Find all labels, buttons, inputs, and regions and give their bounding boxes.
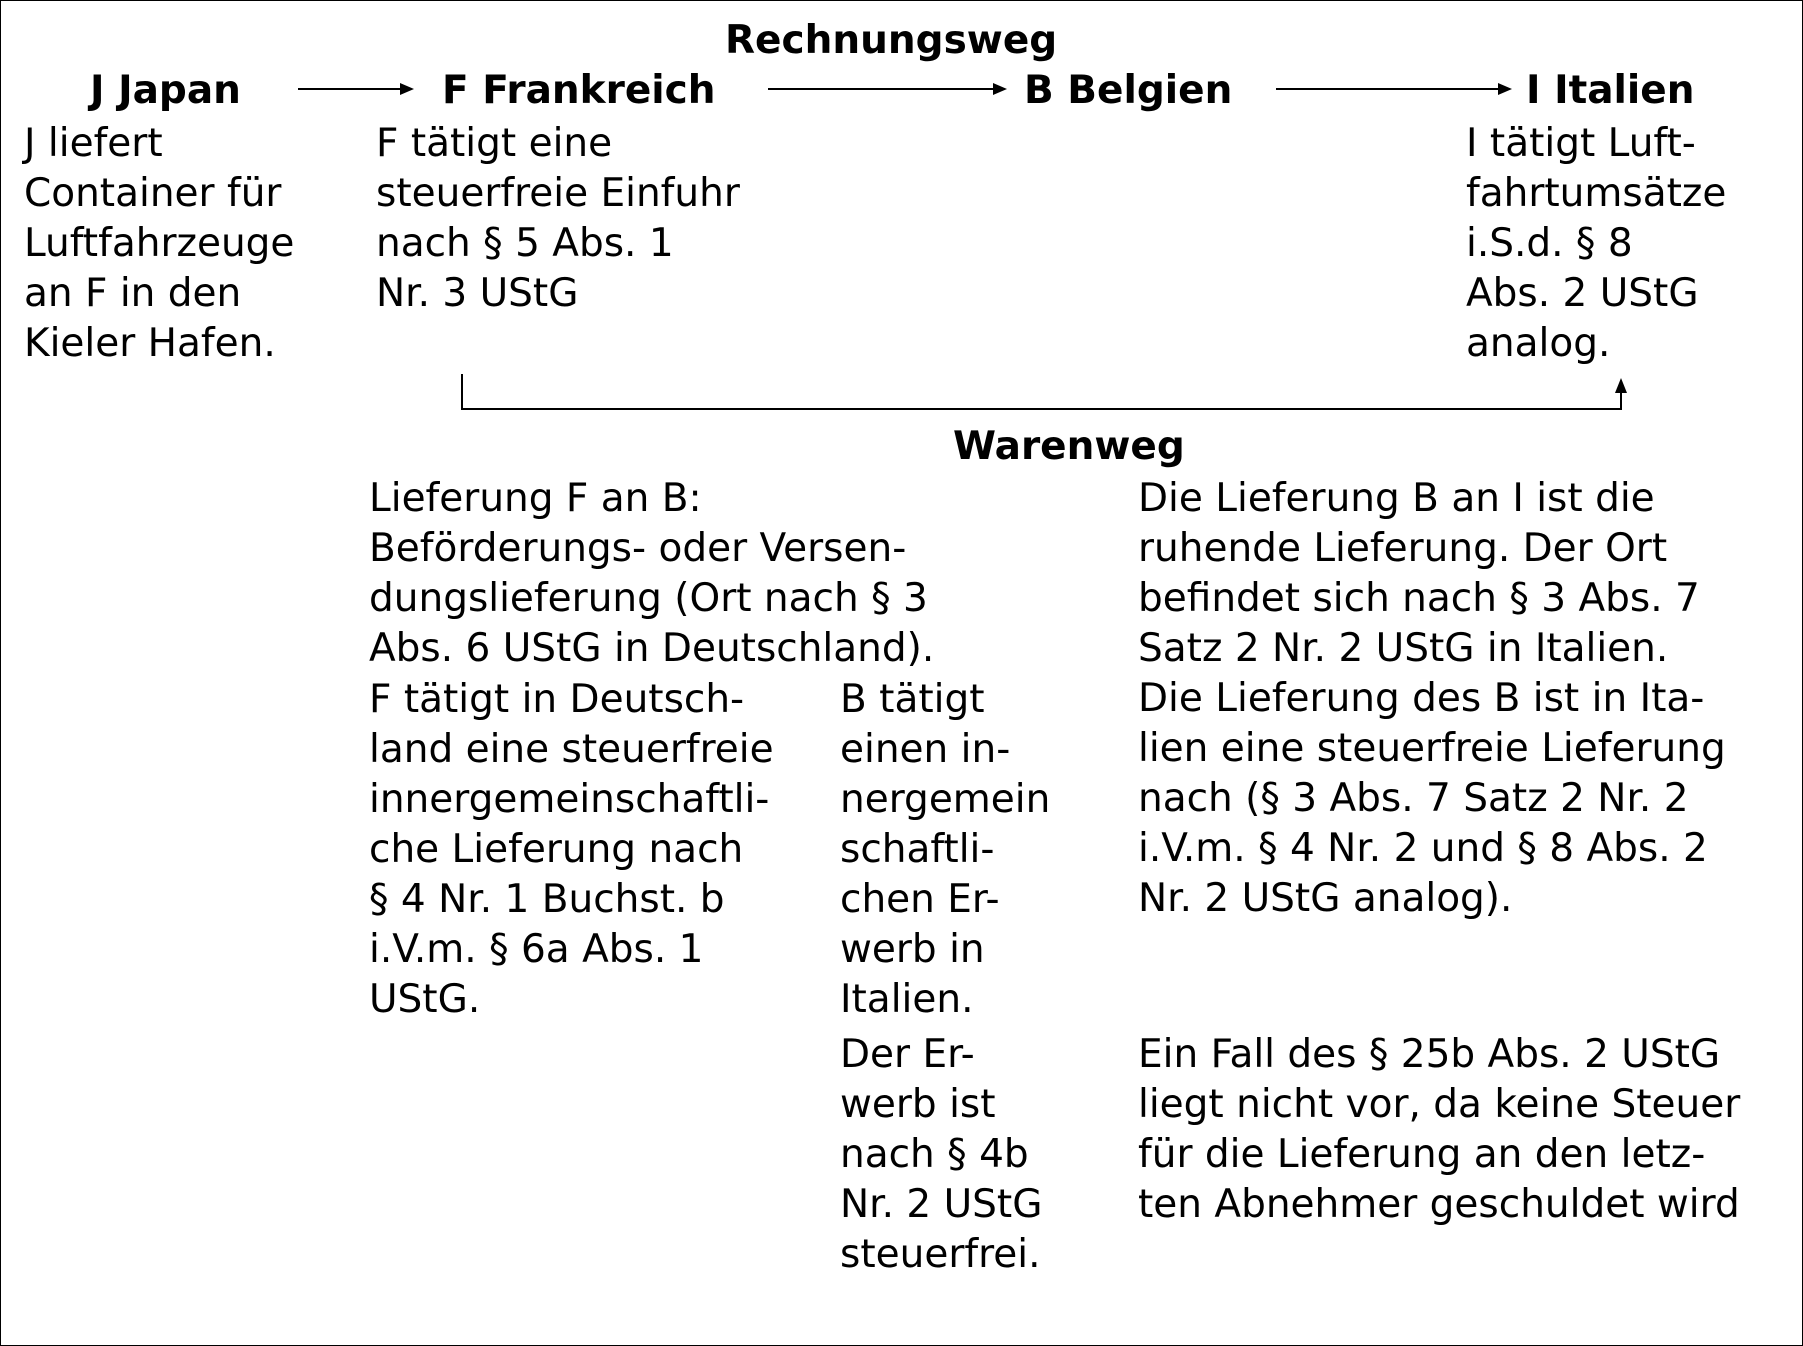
arrow-belgien-italien: [1276, 83, 1512, 95]
node-italien: I Italien: [1526, 68, 1695, 113]
erwerb-steuerfrei-text: Der Er- werb ist nach § 4b Nr. 2 UStG steuerfrei.: [840, 1032, 1043, 1277]
lieferung-f-an-b-text: Lieferung F an B: Beförderungs- oder Versen- dungslieferung (Ort nach § 3 Abs. 6 UStG in Deutschland).: [369, 476, 935, 671]
f-taetigt-text: F tätigt in Deutsch- land eine steuerfreie innergemeinschaftli- che Lieferung nach § 4 Nr. 1 Buchst. b i.V.m. § 6a Abs. 1 UStG.: [369, 677, 774, 1022]
arrow-japan-frankreich: [298, 83, 414, 95]
node-japan: J Japan: [90, 68, 241, 113]
node-belgien: B Belgien: [1024, 68, 1233, 113]
fall-25b-text: Ein Fall des § 25b Abs. 2 UStG liegt nicht vor, da keine Steuer für die Lieferung an den letz- ten Abnehmer geschuldet wird: [1138, 1032, 1741, 1227]
warenweg-arrow: [462, 374, 1627, 409]
b-taetigt-text: B tätigt einen in- nergemein schaftli- chen Er- werb in Italien.: [840, 677, 1051, 1022]
warenweg-heading: Warenweg: [953, 424, 1185, 469]
arrow-frankreich-belgien: [768, 83, 1007, 95]
japan-text: J liefert Container für Luftfahrzeuge an F in den Kieler Hafen.: [24, 121, 295, 366]
frankreich-text: F tätigt eine steuerfreie Einfuhr nach § 5 Abs. 1 Nr. 3 UStG: [376, 121, 740, 316]
italien-text: I tätigt Luft- fahrtumsätze i.S.d. § 8 Abs. 2 UStG analog.: [1466, 121, 1727, 366]
lieferung-b-an-i-text: Die Lieferung B an I ist die ruhende Lieferung. Der Ort befindet sich nach § 3 Abs. 7 Satz 2 Nr. 2 UStG in Italien. Die Lieferung des B ist in Ita- lien eine steuerfreie Lieferung nach (§ 3 Abs. 7 Satz 2 Nr. 2 i.V.m. § 4 Nr. 2 und § 8 Abs. 2 Nr. 2 UStG analog).: [1138, 476, 1726, 921]
rechnungsweg-heading: Rechnungsweg: [725, 18, 1058, 63]
node-frankreich: F Frankreich: [442, 68, 716, 113]
